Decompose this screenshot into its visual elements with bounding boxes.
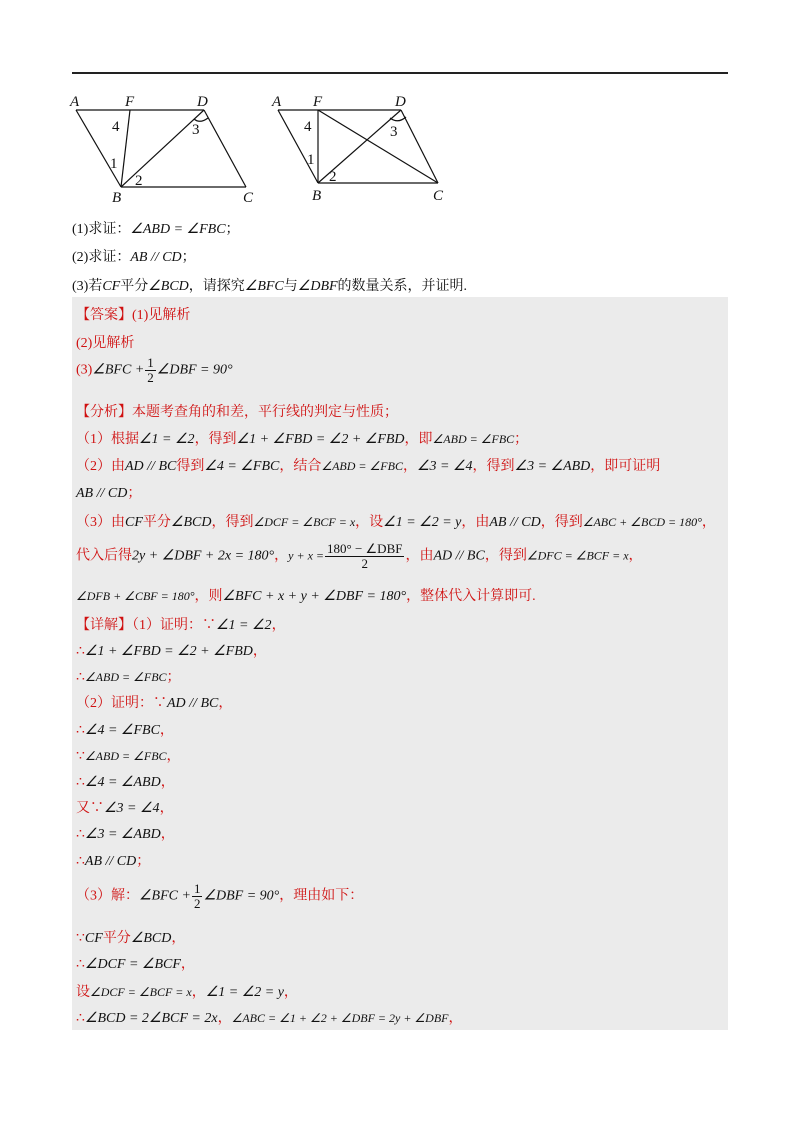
- detail-step-2: ∴∠ABD = ∠FBC；: [76, 670, 181, 685]
- detail-step-8: ∴∠3 = ∠ABD，: [76, 827, 175, 842]
- angle-label-1: 1: [110, 156, 118, 172]
- analysis-3: （3）由CF平分∠BCD，得到∠DCF = ∠BCF = x，设∠1 = ∠2 = y，由AB // CD，得到∠ABC + ∠BCD = 180°，: [76, 515, 716, 530]
- analysis-2: （2）由AD // BC得到∠4 = ∠FBC，结合∠ABD = ∠FBC，∠3 = ∠4，得到∠3 = ∠ABD，即可证明: [76, 459, 661, 474]
- question-1: (1)求证：∠ABD = ∠FBC；: [72, 222, 240, 237]
- detail-step-9: ∴AB // CD；: [76, 854, 151, 869]
- fraction-analysis: $\frac{\text{180° − ∠DBF}}{2}$: [327, 541, 403, 571]
- angle-label-2: 2: [329, 169, 337, 185]
- detail-step-14: ∴∠BCD = 2∠BCF = 2x，∠ABC = ∠1 + ∠2 + ∠DBF = 2y + ∠DBF，: [76, 1011, 463, 1026]
- segment-dc: [204, 110, 246, 187]
- detail-step-1: ∴∠1 + ∠FBD = ∠2 + ∠FBD，: [76, 644, 267, 659]
- label-d: D: [395, 94, 406, 110]
- detail-step-3: （2）证明：∵AD // BC，: [76, 696, 233, 711]
- detail-step-12: ∴∠DCF = ∠BCF，: [76, 957, 195, 972]
- detail-step-5: ∵∠ABD = ∠FBC，: [76, 749, 181, 764]
- detail-step-13: 设∠DCF = ∠BCF = x，∠1 = ∠2 = y，: [76, 985, 298, 1000]
- fraction-half-detail: $\frac{1}{2}$: [193, 881, 201, 911]
- label-c: C: [243, 190, 254, 205]
- question-3: (3)若CF平分∠BCD，请探究∠BFC与∠DBF的数量关系，并证明.: [72, 279, 468, 294]
- label-b: B: [312, 188, 322, 204]
- angle-label-3: 3: [192, 122, 200, 138]
- answer-line-3: (3)∠BFC + $\frac{1}{2}$ ∠DBF = 90°: [76, 355, 233, 385]
- analysis-1: （1）根据∠1 = ∠2，得到∠1 + ∠FBD = ∠2 + ∠FBD，即∠ABD = ∠FBC；: [76, 432, 529, 447]
- angle-label-1: 1: [307, 152, 315, 168]
- label-d: D: [197, 94, 208, 110]
- detail-title: 【详解】（1）证明：∵∠1 = ∠2，: [76, 618, 286, 633]
- segment-ab: [278, 110, 318, 183]
- angle-label-3: 3: [390, 124, 398, 140]
- figure-left: [66, 90, 256, 205]
- analysis-5: ∠DFB + ∠CBF = 180°，则∠BFC + x + y + ∠DBF = 180°，整体代入计算即可.: [76, 589, 536, 604]
- label-f: F: [313, 94, 323, 110]
- analysis-4: 代入后得2y + ∠DBF + 2x = 180°，y + x = $\frac{\text{180° − ∠DBF}}{2}$ ，由AD // BC，得到∠DFC = ∠BCF = x，: [76, 541, 643, 571]
- detail-step-11: ∵CF平分∠BCD，: [76, 931, 186, 946]
- detail-step-6: ∴∠4 = ∠ABD，: [76, 775, 175, 790]
- detail-step-10: （3）解：∠BFC + $\frac{1}{2}$ ∠DBF = 90°，理由如下：: [76, 881, 364, 911]
- figure-right: [268, 90, 458, 205]
- angle-label-4: 4: [304, 119, 312, 135]
- answer-line-1: 【答案】(1)见解析: [76, 308, 191, 323]
- label-a: A: [272, 94, 282, 110]
- header-rule: [72, 72, 728, 74]
- fraction-half: $\frac{1}{2}$: [147, 355, 154, 385]
- answer-line-2: (2)见解析: [76, 336, 135, 351]
- label-a: A: [70, 94, 80, 110]
- segment-bf: [121, 110, 130, 187]
- label-b: B: [112, 190, 122, 205]
- question-2: (2)求证：AB // CD；: [72, 250, 196, 265]
- label-c: C: [433, 188, 444, 204]
- angle-label-2: 2: [135, 173, 143, 189]
- detail-step-7: 又∵∠3 = ∠4，: [76, 801, 174, 816]
- label-f: F: [125, 94, 135, 110]
- detail-step-4: ∴∠4 = ∠FBC，: [76, 723, 174, 738]
- angle-label-4: 4: [112, 119, 120, 135]
- analysis-title: 【分析】本题考查角的和差，平行线的判定与性质；: [76, 405, 398, 420]
- analysis-2b: AB // CD；: [76, 486, 142, 501]
- angle-arc-3: [194, 118, 208, 121]
